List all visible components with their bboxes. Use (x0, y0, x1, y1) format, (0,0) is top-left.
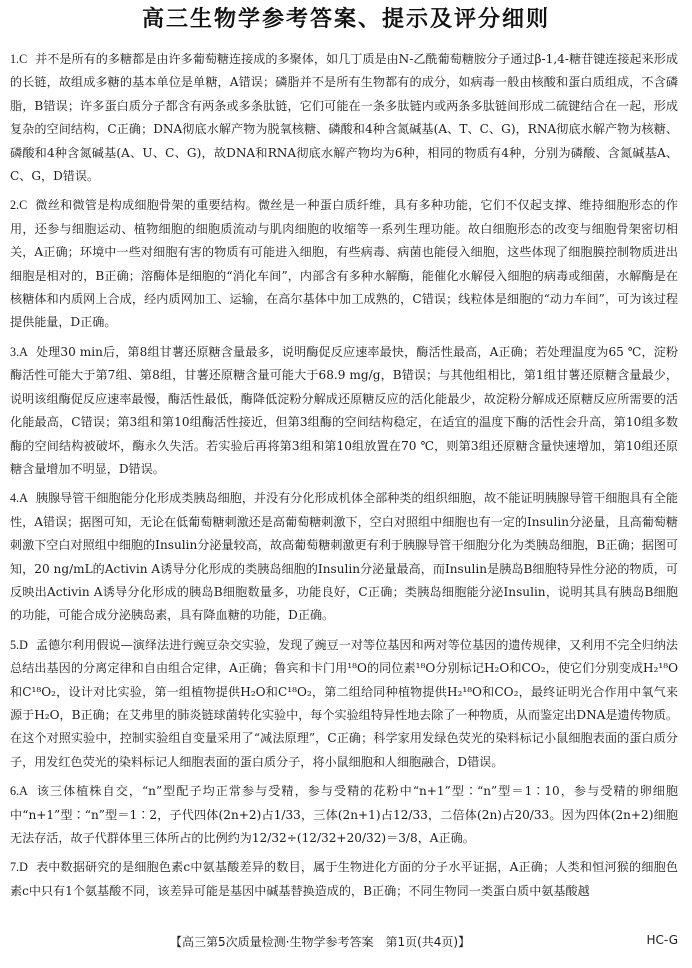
answer-item-4 (10, 487, 678, 627)
item-number: 3. (10, 344, 20, 359)
answer-item-6 (10, 780, 678, 850)
item-number: 6. (10, 784, 20, 799)
item-number: 7. (10, 860, 20, 875)
item-number: 5. (10, 637, 20, 652)
answer-item-2 (10, 194, 678, 334)
page-title: 高三生物学参考答案、提示及评分细则 (141, 7, 550, 32)
item-explanation: 孟德尔利用假说—演绎法进行豌豆杂交实验，发现了豌豆一对等位基因和两对等位基因的遗传规律，又利用不完全归纳法总结出基因的分离定律和自由组合定律，A正确；鲁宾和卡门用¹⁸O的同位素¹⁸O分别标记H₂O和CO₂，使它们分别变成H₂¹⁸O和C¹⁸O₂，设计对比实验，第一组植物提供H₂O和C¹⁸O₂，第二组给同种植物提供H₂¹⁸O和CO₂，最终证明光合作用中氧气来源于H₂O，B正确；在艾弗里的肺炎链球菌转化实验中，每个实验组特异性地去除了一种物质，从而鉴定出DNA是遗传物质。在这个对照实验中，控制实验组自变量采用了“减法原理”，C正确；科学家用发绿色荧光的染料标记小鼠细胞表面的蛋白质分子，用发红色荧光的染料标记人细胞表面的蛋白质分子，将小鼠细胞和人细胞融合，D错误。 (10, 637, 678, 769)
item-explanation: 胰腺导管干细胞能分化形成类胰岛细胞，并没有分化形成机体全部种类的组织细胞，故不能证明胰腺导管干细胞具有全能性，A错误；据图可知，无论在低葡萄糖刺激还是高葡萄糖刺激下，空白对照组中细胞也有一定的Insulin分泌量，且高葡萄糖刺激下空白对照组中细胞的Insulin分泌量较高，故高葡萄糖刺激更有利于胰腺导管干细胞分化为类胰岛细胞，B正确；据图可知，20 ng/mL的Activin A诱导分化形成的类胰岛细胞的Insulin分泌量最高，而Insulin是胰岛B细胞特异性分泌的物质，可反映出Activin A诱导分化形成的胰岛B细胞数量多，功能良好，C正确；类胰岛细胞能分泌Insulin，说明其具有胰岛B细胞的功能，可能合成分泌胰岛素，具有降血糖的功能，D正确。 (10, 491, 678, 623)
item-explanation: 处理30 min后，第8组甘薯还原糖含量最多，说明酶促反应速率最快，酶活性最高，A正确；若处理温度为65 ℃，淀粉酶活性可能大于第7组、第8组，甘薯还原糖含量可能大于68.9 mg/g，B错误；与其他组相比，第1组甘薯还原糖含量最少，说明该组酶促反应速率最慢，酶活性最低，酶降低淀粉分解成还原糖反应的活化能最少，故淀粉分解成还原糖反应所需要的活化能最高，C错误；第3组和第10组酶活性接近，但第3组酶的空间结构稳定，在适宜的温度下酶的活性会升高，第10组多数酶的空间结构被破坏，酶永久失活。若实验后再将第3组和第10组放置在70 ℃，则第3组还原糖含量快速增加，第10组还原糖含量增加不明显，D错误。 (10, 344, 678, 476)
item-answer: A (19, 491, 28, 506)
item-number: 4. (10, 491, 20, 506)
answer-item-5 (10, 634, 678, 774)
item-answer: A (19, 784, 28, 799)
item-explanation: 并不是所有的多糖都是由许多葡萄糖连接成的多聚体，如几丁质是由N-乙酰葡萄糖胺分子通过β-1,4-糖苷键连接起来形成的长链，故组成多糖的基本单位是单糖，A错误；磷脂并不是所有生物都有的成分，如病毒一般由核酸和蛋白质组成，不含磷脂，B错误；许多蛋白质分子都含有两条或多条肽链，它们可能在一条多肽链内或两条多肽链间形成二硫键结合在一起，形成复杂的空间结构，C正确；DNA彻底水解产物为脱氧核糖、磷酸和4种含氮碱基(A、T、C、G)，RNA彻底水解产物为核糖、磷酸和4种含氮碱基(A、U、C、G)，故DNA和RNA彻底水解产物均为6种，相同的物质有4种，分别为磷酸、含氮碱基A、C、G，D错误。 (10, 52, 678, 184)
footer-code: HC-G (646, 933, 678, 947)
answer-list (10, 48, 678, 909)
item-explanation: 微丝和微管是构成细胞骨架的重要结构。微丝是一种蛋白质纤维，具有多种功能，它们不仅起支撑、维持细胞形态的作用，还参与细胞运动、植物细胞的细胞质流动与肌肉细胞的收缩等一系列生理功能。故白细胞形态的改变与细胞骨架密切相关，A正确；环境中一些对细胞有害的物质有可能进入细胞，有些病毒、病菌也能侵入细胞，这些体现了细胞膜控制物质进出细胞是相对的，B正确；溶酶体是细胞的“消化车间”，内部含有多种水解酶，能催化水解侵入细胞的病毒或细菌，水解酶是在核糖体和内质网上合成，经内质网加工、运输，在高尔基体中加工成熟的，C错误；线粒体是细胞的“动力车间”，可为该过程提供能量，D正确。 (10, 198, 678, 330)
item-number: 2. (10, 198, 20, 213)
answer-item-7 (10, 856, 678, 903)
item-answer: C (19, 198, 28, 213)
answer-item-1 (10, 48, 678, 188)
footer-page-info: 【高三第5次质量检测·生物学参考答案 第1页(共4页)】 (170, 935, 471, 949)
item-explanation: 表中数据研究的是细胞色素c中氨基酸差异的数目，属于生物进化方面的分子水平证据，A正确；人类和恒河猴的细胞色素c中只有1个氨基酸不同，该差异可能是基因中碱基替换造成的，B正确；不同生物同一类蛋白质中氨基酸越 (10, 860, 678, 898)
item-explanation: 该三体植株自交，“n”型配子均正常参与受精，参与受精的花粉中“n+1”型∶“n”型＝1∶10，参与受精的卵细胞中“n+1”型∶“n”型＝1∶2，子代四体(2n+2)占1/33，三体(2n+1)占12/33，二倍体(2n)占20/33。因为四体(2n+2)细胞无法存活，故子代群体里三体所占的比例约为12/32÷(12/32+20/32)＝3/8，A正确。 (10, 784, 678, 845)
answer-item-3 (10, 341, 678, 481)
item-answer: A (19, 344, 28, 359)
item-answer: C (19, 52, 28, 66)
item-number: 1. (10, 52, 20, 66)
item-answer: D (19, 860, 28, 875)
item-answer: D (19, 637, 28, 652)
